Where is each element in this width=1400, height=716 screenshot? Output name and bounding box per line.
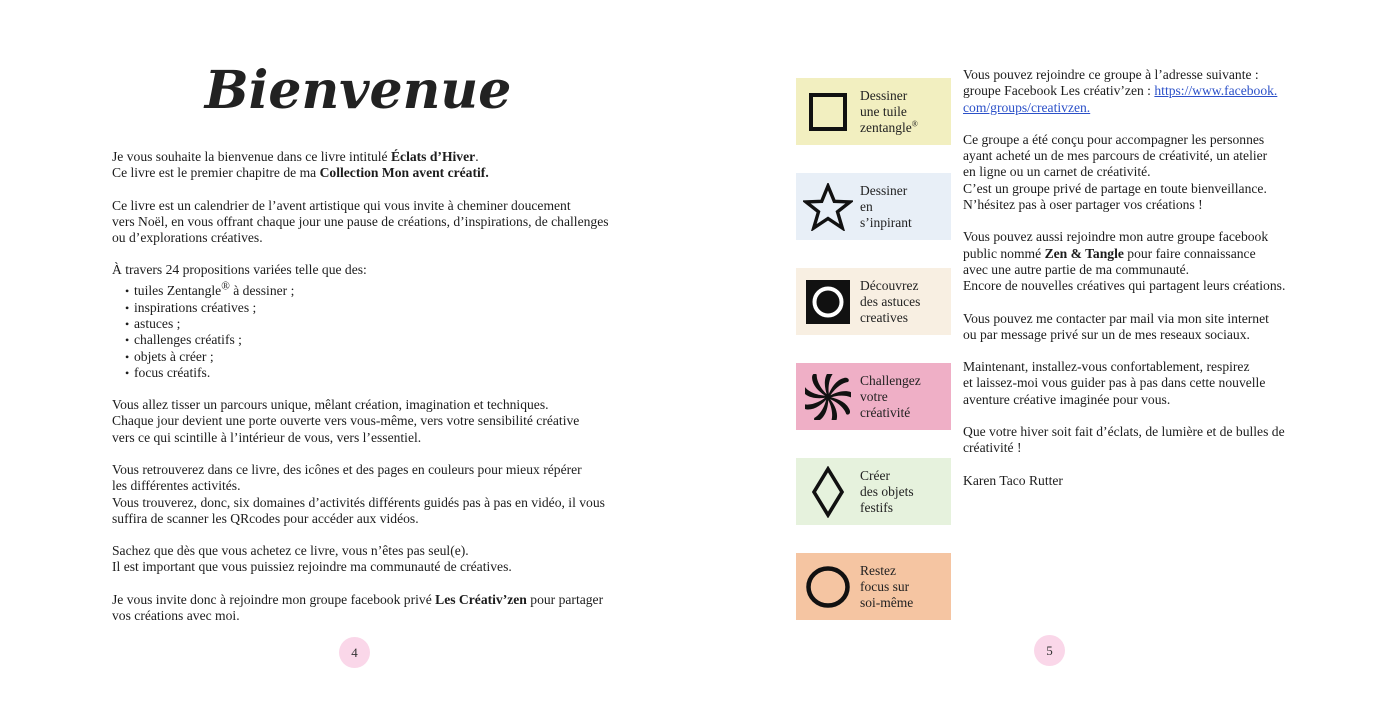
text-span: les différentes activités. [112, 478, 241, 494]
text-span: ou d’explorations créatives. [112, 230, 263, 246]
paragraph [112, 262, 609, 278]
legend-item [796, 268, 951, 335]
bullet-text: tuiles Zentangle® à dessiner ; [134, 280, 295, 299]
bullet-marker: • [125, 333, 130, 348]
text-span: vers Noël, en vous offrant chaque jour une pause de créations, d’inspirations, de challenges [112, 213, 609, 229]
text-span: Il est important que vous puissiez rejoindre ma communauté de créatives. [112, 559, 512, 575]
legend-item [796, 78, 951, 145]
text-span: Vous pouvez me contacter par mail via mon site internet [963, 310, 1269, 326]
text-span: Vous trouverez, donc, six domaines d’activités différents guidés pas à pas en vidéo, il vous [112, 494, 605, 510]
text-line [963, 424, 1285, 440]
legend-label-line: soi-même [860, 594, 914, 610]
legend-label [860, 563, 913, 611]
legend-label-line: creatives [860, 309, 908, 325]
registered-mark: ® [911, 119, 918, 128]
text-span: Ce livre est un calendrier de l’avent artistique qui vous invite à cheminer doucement [112, 197, 571, 213]
text-line [112, 559, 609, 575]
text-line [112, 165, 609, 181]
text-span: Maintenant, installez-vous confortablement, respirez [963, 359, 1250, 375]
text-span: créativité ! [963, 440, 1022, 456]
legend-label-line: en [860, 198, 873, 214]
page-number-left: 4 [339, 637, 370, 668]
pinwheel-icon [796, 374, 860, 420]
text-line [963, 67, 1285, 83]
text-span: Ce livre est le premier chapitre de ma [112, 165, 320, 181]
facebook-group-link[interactable]: https://www.facebook. [1154, 83, 1278, 99]
text-span: ou par message privé sur un de mes reseaux sociaux. [963, 326, 1250, 342]
bullet-marker: • [125, 365, 130, 380]
text-line [963, 278, 1285, 294]
text-span: Sachez que dès que vous achetez ce livre, vous n’êtes pas seul(e). [112, 543, 469, 559]
text-line [963, 375, 1285, 391]
text-line [112, 214, 609, 230]
legend-label-line: des astuces [860, 293, 921, 309]
legend-label [860, 468, 914, 516]
star-icon [796, 183, 860, 231]
text-span: N’hésitez pas à oser partager vos créations ! [963, 197, 1203, 213]
text-line [963, 392, 1285, 408]
text-span: suffira de scanner les QRcodes pour accéder aux vidéos. [112, 510, 419, 526]
page-title: Bienvenue [204, 60, 512, 121]
bullet-marker: • [125, 349, 130, 364]
text-line [963, 148, 1285, 164]
bold-text: Éclats d’Hiver [390, 149, 476, 164]
text-span: C’est un groupe privé de partage en toute bienveillance. [963, 180, 1267, 196]
legend-label-line: festifs [860, 499, 893, 515]
legend-label [860, 183, 912, 231]
bullet-item [112, 365, 609, 381]
text-span: Vous allez tisser un parcours unique, mêlant création, imagination et techniques. [112, 397, 549, 413]
legend-label-line: focus sur [860, 578, 910, 594]
left-text-column [112, 149, 609, 640]
page-number-right: 5 [1034, 635, 1065, 666]
text-line [963, 359, 1285, 375]
text-line [963, 100, 1285, 116]
circle-in-square-icon [796, 280, 860, 324]
text-line [112, 149, 609, 165]
legend-label-line: zentangle® [860, 119, 918, 135]
text-span: aventure créative imaginée pour vous. [963, 391, 1171, 407]
bold-text: Collection Mon avent créatif. [319, 165, 489, 181]
paragraph [963, 424, 1285, 457]
paragraph [112, 198, 609, 247]
legend-label-line: votre [860, 388, 888, 404]
text-line [963, 311, 1285, 327]
legend-label-line: créativité [860, 404, 911, 420]
text-span: Je vous invite donc à rejoindre mon groupe facebook privé [112, 591, 436, 607]
text-line [112, 262, 609, 278]
text-span: Ce groupe a été conçu pour accompagner les personnes [963, 131, 1265, 147]
text-line [963, 83, 1285, 99]
text-line [963, 246, 1285, 262]
text-span: pour faire connaissance [1123, 245, 1256, 261]
text-span: et laissez-moi vous guider pas à pas dans cette nouvelle [963, 375, 1266, 391]
paragraph [112, 397, 609, 446]
text-line [112, 608, 609, 624]
legend-label [860, 278, 920, 326]
bullet-text: focus créatifs. [134, 364, 211, 380]
legend-label-line: Restez [860, 562, 896, 578]
legend-label-line: Dessiner [860, 182, 908, 198]
legend-label-line: Challengez [860, 372, 921, 388]
text-line [963, 473, 1285, 489]
paragraph [963, 67, 1285, 116]
square-outline-icon [796, 92, 860, 132]
text-line [112, 592, 609, 608]
bullet-marker: • [125, 300, 130, 315]
paragraph [963, 473, 1285, 489]
bullet-text: objets à créer ; [134, 348, 214, 364]
legend-label [860, 88, 918, 136]
text-span: vos créations avec moi. [112, 608, 240, 624]
text-line [112, 413, 609, 429]
legend-label-line: des objets [860, 483, 914, 499]
bold-text: Zen & Tangle [1044, 245, 1124, 261]
legend-label-line: s’inpirant [860, 214, 912, 230]
right-text-column [963, 67, 1285, 505]
text-span: public nommé [963, 245, 1045, 261]
text-span: À travers 24 propositions variées telle que des: [112, 262, 367, 278]
text-line [112, 397, 609, 413]
text-line [112, 543, 609, 559]
text-line [963, 262, 1285, 278]
paragraph [112, 543, 609, 576]
bullet-text: challenges créatifs ; [134, 332, 242, 348]
bullet-list [112, 279, 609, 381]
text-line [963, 327, 1285, 343]
text-line [963, 132, 1285, 148]
text-line [112, 478, 609, 494]
paragraph [963, 359, 1285, 408]
text-line [112, 230, 609, 246]
legend-label-line: une tuile [860, 103, 907, 119]
text-span: vers ce qui scintille à l’intérieur de vous, vers l’essentiel. [112, 429, 422, 445]
text-span: Vous pouvez rejoindre ce groupe à l’adresse suivante : [963, 67, 1259, 82]
paragraph [963, 229, 1285, 294]
text-span: Vous retrouverez dans ce livre, des icônes et des pages en couleurs pour mieux répérer [112, 461, 582, 477]
text-line [963, 197, 1285, 213]
text-span: Karen Taco Rutter [963, 472, 1063, 488]
legend-label-line: Créer [860, 467, 890, 483]
text-line [112, 495, 609, 511]
diamond-icon [796, 466, 860, 518]
legend-label-line: Dessiner [860, 87, 908, 103]
text-line [963, 229, 1285, 245]
bullet-text: inspirations créatives ; [134, 299, 257, 315]
legend-column [796, 78, 951, 623]
text-span: . [475, 149, 479, 164]
registered-mark: ® [221, 280, 230, 293]
bold-text: Les Créativ’zen [435, 591, 527, 607]
text-span: groupe Facebook Les créativ’zen : [963, 83, 1155, 99]
bullet-text: astuces ; [134, 315, 181, 331]
text-span: pour partager [526, 591, 604, 607]
paragraph [112, 462, 609, 527]
bullet-item [112, 279, 609, 300]
text-span: Chaque jour devient une porte ouverte vers vous-même, vers votre sensibilité créative [112, 413, 580, 429]
text-span: Encore de nouvelles créatives qui partagent leurs créations. [963, 278, 1286, 294]
paragraph [112, 592, 609, 625]
legend-item [796, 173, 951, 240]
bullet-marker: • [125, 284, 130, 299]
legend-item [796, 363, 951, 430]
text-span: avec une autre partie de ma communauté. [963, 261, 1190, 277]
bullet-item [112, 300, 609, 316]
bullet-marker: • [125, 316, 130, 331]
legend-label [860, 373, 921, 421]
text-line [112, 511, 609, 527]
paragraph [963, 132, 1285, 213]
text-span: Que votre hiver soit fait d’éclats, de lumière et de bulles de [963, 424, 1285, 440]
bullet-item [112, 332, 609, 348]
text-line [963, 164, 1285, 180]
bullet-item [112, 316, 609, 332]
text-span: ayant acheté un de mes parcours de créativité, un atelier [963, 148, 1268, 164]
paragraph [963, 311, 1285, 344]
text-span: Vous pouvez aussi rejoindre mon autre groupe facebook [963, 229, 1269, 245]
circle-icon [796, 565, 860, 609]
text-line [112, 198, 609, 214]
facebook-group-link[interactable]: com/groups/creativzen. [963, 99, 1091, 115]
text-line [112, 430, 609, 446]
bullet-item [112, 349, 609, 365]
text-line [963, 440, 1285, 456]
legend-item [796, 553, 951, 620]
legend-label-line: Découvrez [860, 277, 919, 293]
legend-item [796, 458, 951, 525]
text-line [963, 181, 1285, 197]
text-span: Je vous souhaite la bienvenue dans ce livre intitulé [112, 149, 391, 164]
text-span: en ligne ou un carnet de créativité. [963, 164, 1151, 180]
text-line [112, 462, 609, 478]
paragraph [112, 149, 609, 182]
